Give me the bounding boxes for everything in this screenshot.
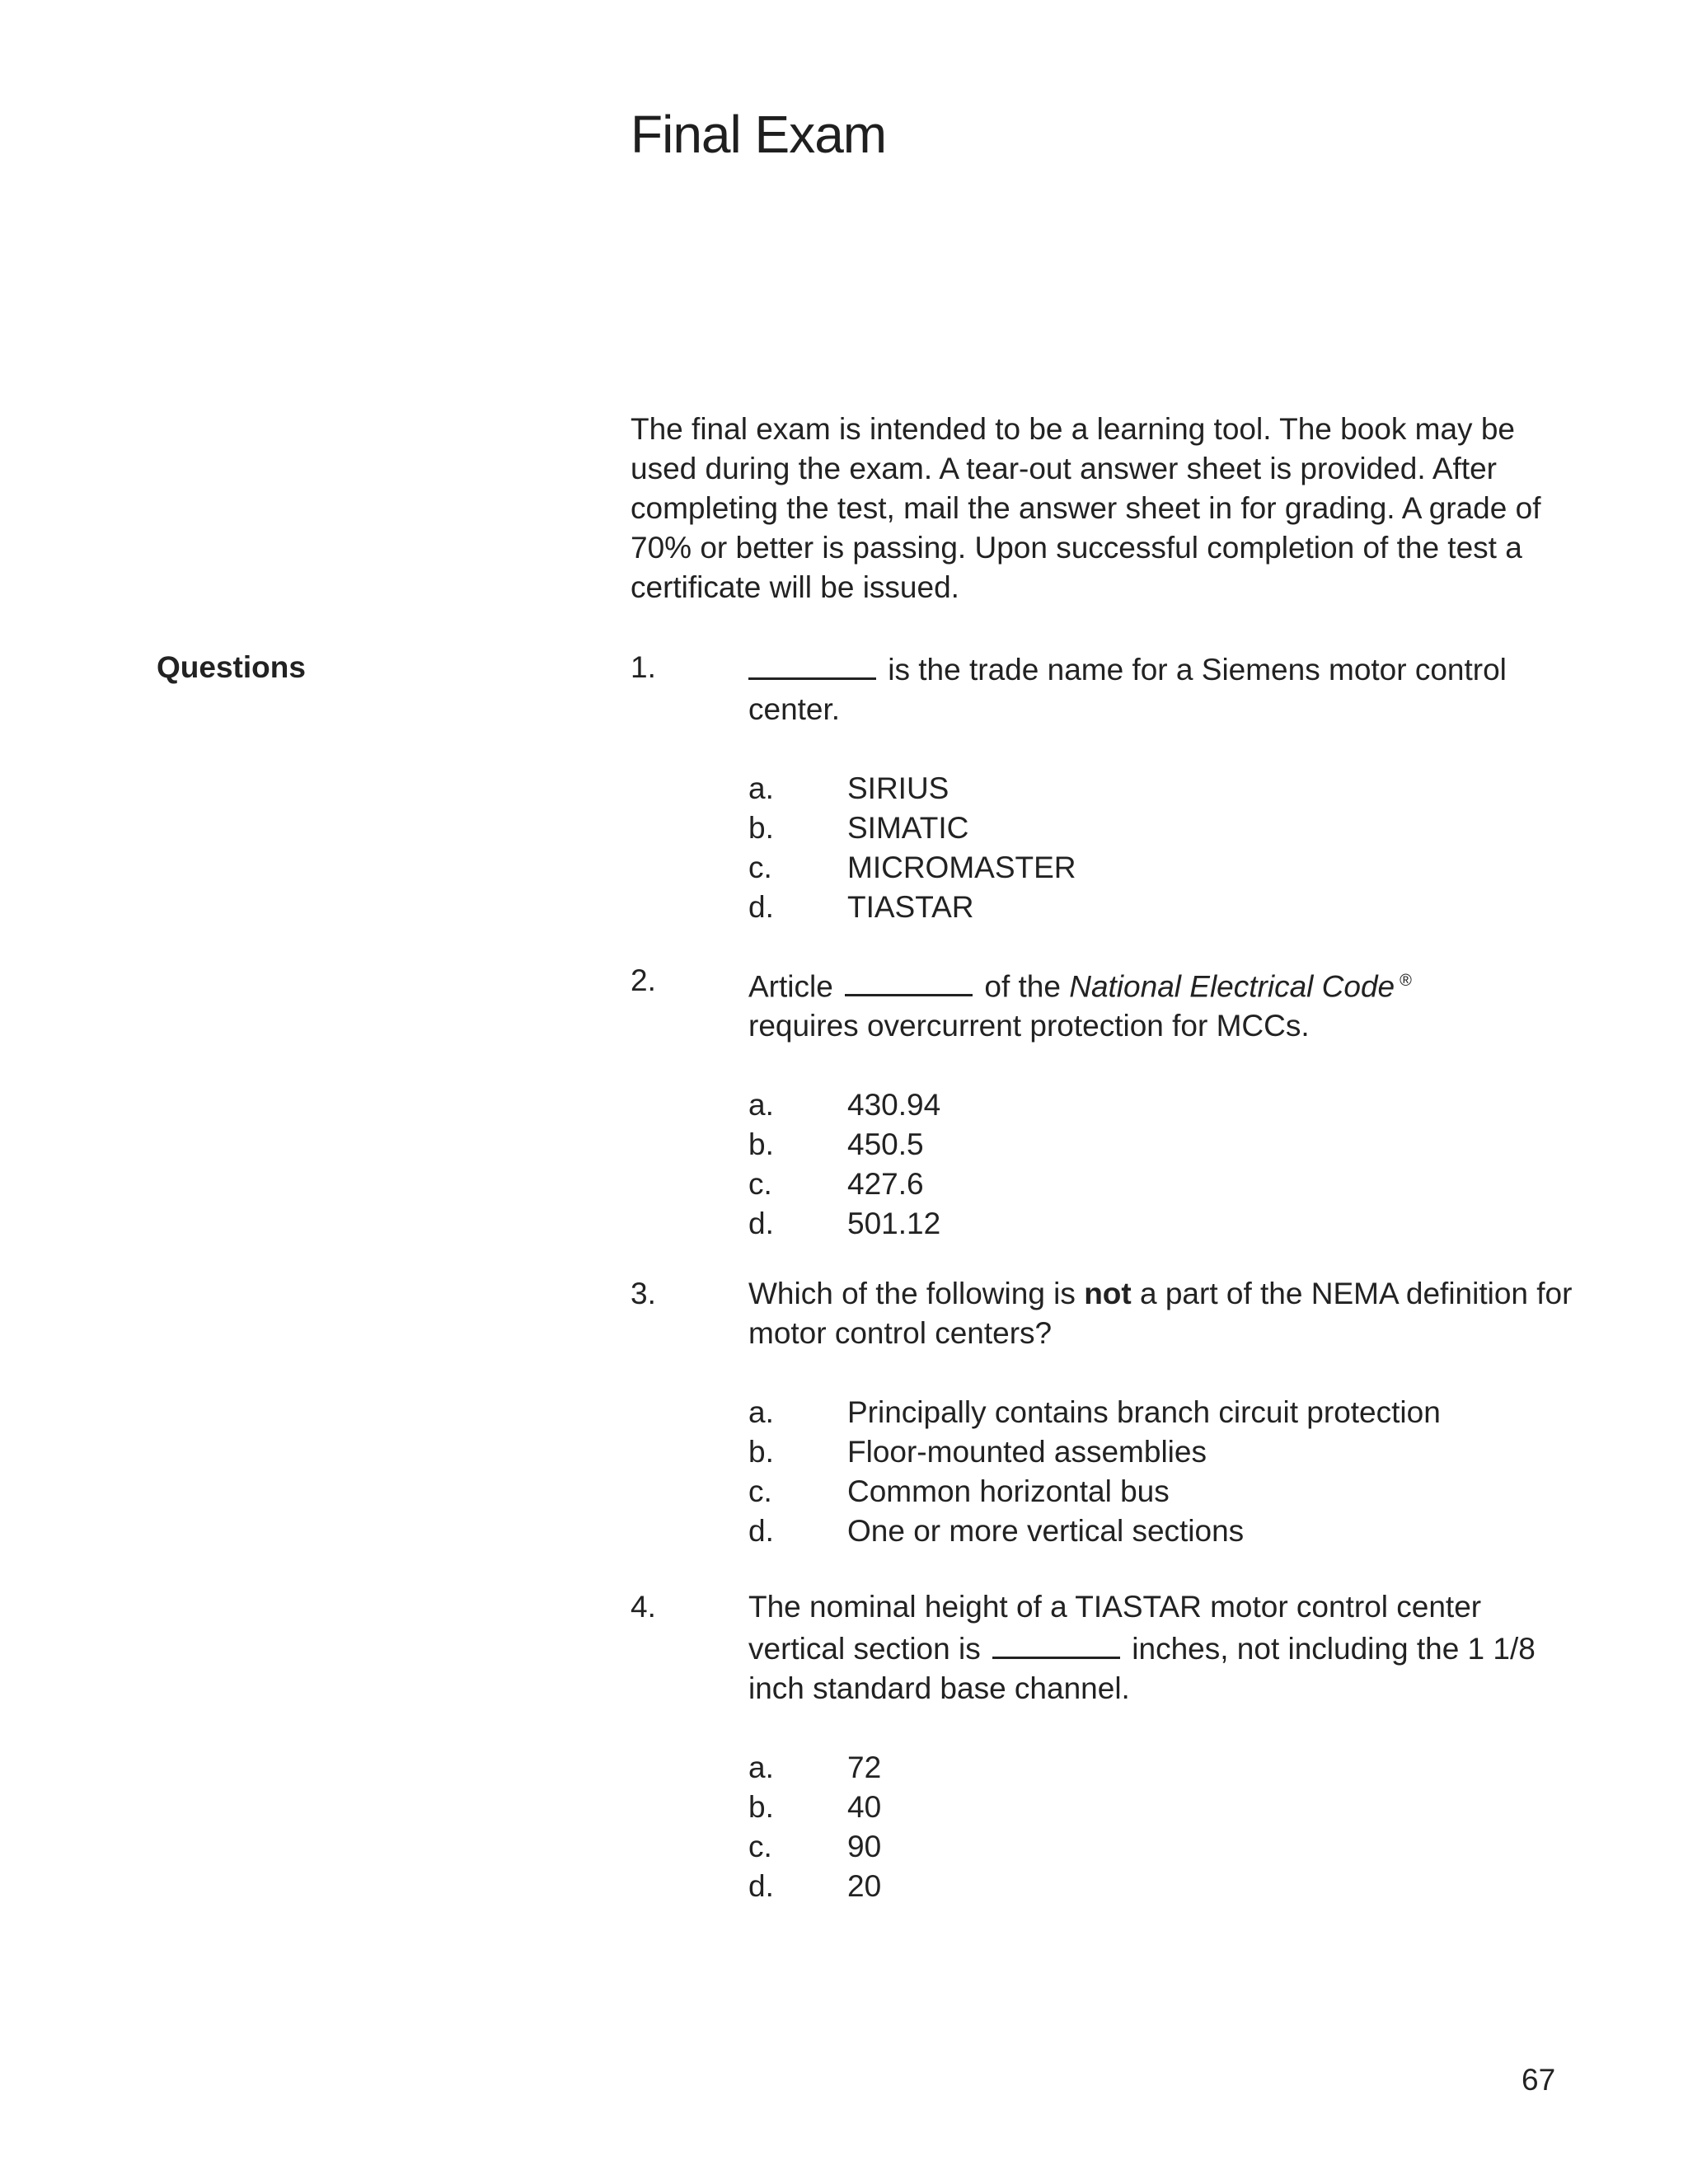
question-1 [631, 648, 1578, 927]
question-text-part: inches, not including the 1 1/8 inch standard base channel. [748, 1632, 1536, 1705]
option-letter: b. [748, 1127, 774, 1162]
option-letter: d. [748, 1514, 774, 1548]
answer-option [748, 1788, 1578, 1827]
question-text-part: is the trade name for a Siemens motor control center. [748, 653, 1507, 726]
answer-option [748, 1165, 1578, 1204]
option-text: SIRIUS [847, 771, 950, 805]
question-text [748, 961, 1578, 1046]
page-title: Final Exam [631, 105, 887, 164]
option-letter: b. [748, 811, 774, 845]
option-text: 90 [847, 1830, 882, 1863]
option-letter: a. [748, 1395, 774, 1429]
option-letter: d. [748, 890, 774, 924]
answer-option [748, 1085, 1578, 1125]
option-text: 450.5 [847, 1127, 924, 1162]
question-text-part: a part of the NEMA definition for motor control centers? [748, 1277, 1573, 1350]
answer-option [748, 808, 1578, 848]
option-text: Common horizontal bus [847, 1474, 1170, 1508]
option-letter: a. [748, 771, 774, 805]
option-letter: c. [748, 1474, 772, 1508]
answer-options [748, 1085, 1578, 1244]
question-text-part: The nominal height of a TIASTAR motor control center vertical section is [748, 1590, 1482, 1666]
intro-paragraph: The final exam is intended to be a learning tool. The book may be used during the exam. A tear-out answer sheet is provided. After completing the test, mail the answer sheet in for grading. A grade of 70% or better is passing. Upon successful completion of the test a certificate will be issued. [631, 412, 1541, 604]
option-letter: d. [748, 1869, 774, 1903]
question-text [748, 648, 1578, 729]
question-number: 4. [631, 1590, 656, 1624]
answer-option [748, 1393, 1578, 1432]
answer-option [748, 888, 1578, 927]
option-letter: d. [748, 1207, 774, 1241]
question-text-part: Which of the following is [748, 1277, 1076, 1310]
option-letter: a. [748, 1088, 774, 1122]
answer-option [748, 1827, 1578, 1867]
question-text-part: requires overcurrent protection for MCCs. [748, 1009, 1310, 1043]
emphasis-not: not [1084, 1277, 1132, 1310]
answer-option [748, 1867, 1578, 1906]
answer-option [748, 1472, 1578, 1511]
option-text: 430.94 [847, 1088, 941, 1122]
answer-options [748, 1393, 1578, 1551]
question-text-part: Article [748, 969, 833, 1004]
option-text: MICROMASTER [847, 851, 1076, 884]
answer-option [748, 1204, 1578, 1244]
option-text: 40 [847, 1790, 882, 1824]
option-letter: b. [748, 1790, 774, 1824]
answer-blank [845, 964, 973, 996]
question-text-part: of the [984, 969, 1061, 1004]
answer-blank [748, 648, 876, 680]
question-number: 1. [631, 650, 656, 684]
answer-option [748, 1511, 1578, 1551]
option-letter: a. [748, 1750, 774, 1784]
option-letter: c. [748, 1167, 772, 1202]
option-letter: c. [748, 851, 772, 884]
option-text: Principally contains branch circuit protection [847, 1395, 1441, 1429]
code-title: National Electrical Code [1069, 969, 1395, 1004]
option-text: 501.12 [847, 1207, 941, 1241]
question-number: 3. [631, 1277, 656, 1310]
question-text [748, 1274, 1578, 1353]
question-3 [631, 1274, 1578, 1551]
option-text: 20 [847, 1869, 882, 1903]
option-text: 72 [847, 1750, 882, 1784]
answer-option [748, 1748, 1578, 1788]
option-text: 427.6 [847, 1167, 924, 1202]
question-4 [631, 1587, 1578, 1906]
question-text [748, 1587, 1578, 1708]
section-label-questions: Questions [157, 650, 306, 684]
answer-option [748, 1125, 1578, 1165]
option-text: SIMATIC [847, 811, 969, 845]
answer-option [748, 848, 1578, 888]
registered-mark: ® [1400, 972, 1412, 990]
option-text: TIASTAR [847, 890, 974, 924]
page-number: 67 [1522, 2063, 1556, 2097]
answer-option [748, 769, 1578, 808]
option-text: One or more vertical sections [847, 1514, 1245, 1548]
question-2 [631, 961, 1578, 1244]
answer-blank [992, 1627, 1120, 1659]
option-text: Floor-mounted assemblies [847, 1435, 1207, 1469]
option-letter: b. [748, 1435, 774, 1469]
answer-options [748, 769, 1578, 927]
option-letter: c. [748, 1830, 772, 1863]
question-number: 2. [631, 963, 656, 997]
answer-options [748, 1748, 1578, 1906]
answer-option [748, 1432, 1578, 1472]
